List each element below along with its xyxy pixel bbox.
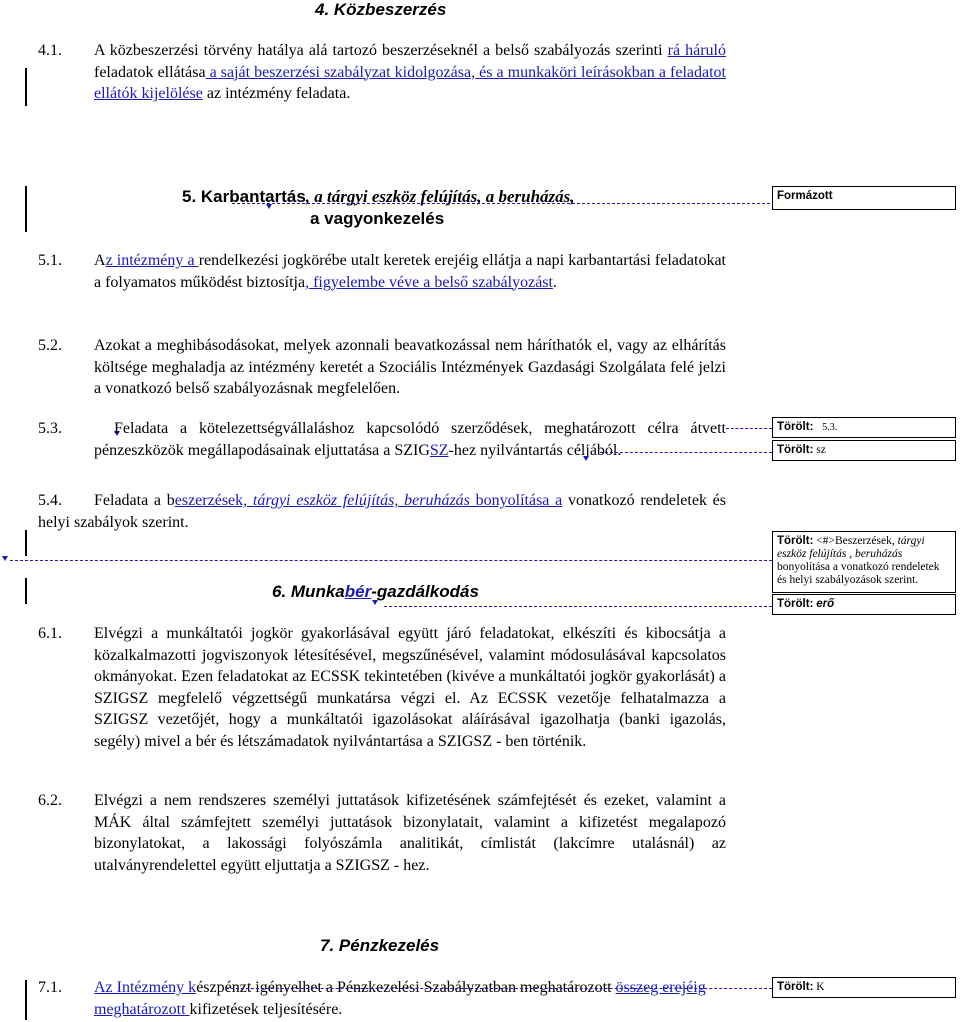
insertion-marker-icon <box>372 600 378 605</box>
inserted-text: bonyolítása a <box>469 492 563 509</box>
heading-6-part: -gazdálkodás <box>371 582 479 601</box>
text: vonatkozó rendeletek és helyi szabályok szerint. <box>38 492 727 531</box>
paragraph-7-1 <box>94 977 726 1020</box>
change-bar <box>25 186 27 232</box>
inserted-text: figyelembe véve a belső szabályozást <box>309 273 553 291</box>
section-number: 6.1. <box>38 625 62 642</box>
text: Feladata a kötelezettségvállaláshoz kapcsolódó szerződések, meghatározott célra átvett pénzeszközök megállapodásainak eljuttatása a SZIG <box>94 420 726 459</box>
heading-5 <box>182 187 575 207</box>
comment-value: 5.3. <box>822 422 838 433</box>
comment-deleted-3[interactable] <box>772 531 956 593</box>
comment-formatted[interactable] <box>772 186 956 210</box>
inserted-text: összeg erejéig meghatározott <box>94 979 706 1018</box>
paragraph-5-2: Azokat a meghibásodásokat, melyek azonnali beavatkozással nem háríthatók el, vagy az elhárítás költsége meghaladja az intézmény keretét a Szociális Intézmények Gazdasági Szolgálata felé jelzi a vonatkozó belső szabályozásnak megfelelően. <box>94 337 726 397</box>
inserted-text: SZ <box>429 441 449 459</box>
text: észpénzt igényelhet a Pénzkezelési Szabályzatban meghatározott <box>196 979 616 996</box>
comment-connector <box>226 988 772 989</box>
inserted-text: a saját beszerzési szabályzat kidolgozása, és a munkaköri leírásokban a feladatot ellátók kijelölése <box>94 63 726 102</box>
section-number: 5.1. <box>38 252 62 269</box>
inserted-text: z intézmény a <box>105 252 199 269</box>
section-number: 5.2. <box>38 337 62 354</box>
text: feladatok ellátása <box>94 63 206 81</box>
change-bar <box>25 578 27 604</box>
heading-6-part: 6. Munka <box>272 582 345 601</box>
text: az intézmény feladata. <box>202 85 351 102</box>
insertion-marker-icon <box>266 204 272 209</box>
section-number: 4.1. <box>38 42 62 59</box>
insertion-marker-icon <box>2 556 8 561</box>
paragraph-5-4 <box>38 490 726 533</box>
comment-value: tárgyi eszköz felújítás <box>777 535 925 560</box>
comment-value: <#>Beszerzések, <box>816 535 898 547</box>
inserted-text: eszerzések, <box>174 492 253 509</box>
text: kifizetések teljesítésére. <box>189 1000 343 1018</box>
change-bar <box>25 68 27 106</box>
paragraph-5-1 <box>94 250 726 293</box>
comment-label: Formázott <box>777 190 833 202</box>
text: . <box>552 273 557 291</box>
paragraph-4-1 <box>94 40 726 105</box>
comment-value: bonyolítása a vonatkozó rendeletek és helyi szabályozások szerint. <box>777 561 940 586</box>
heading-6 <box>272 582 479 602</box>
inserted-text: , <box>305 273 310 291</box>
inserted-text: rá háruló <box>667 42 726 59</box>
comment-deleted-5[interactable] <box>772 977 956 998</box>
inserted-text: tárgyi eszköz felújítás, beruházás <box>252 492 470 509</box>
comment-label: Törölt: <box>777 444 814 456</box>
comment-connector <box>10 560 772 561</box>
section-number: 5.4. <box>38 492 62 509</box>
comment-deleted-2[interactable] <box>772 440 956 461</box>
heading-5-line2: a vagyonkezelés <box>310 209 445 228</box>
comment-deleted-1[interactable] <box>772 417 956 438</box>
heading-5-part: , a tárgyi eszköz felújítás, a beruházás, <box>305 187 575 206</box>
text: A <box>94 252 106 269</box>
change-bar <box>25 980 27 1020</box>
inserted-text: bér <box>344 582 372 601</box>
comment-label: Törölt: <box>777 598 814 610</box>
comment-value: K <box>816 981 825 993</box>
change-bar <box>25 530 27 556</box>
heading-5-part: 5. Karbantartás <box>182 187 306 206</box>
comment-connector <box>600 452 772 453</box>
paragraph-6-2: Elvégzi a nem rendszeres személyi juttatások kifizetésének számfejtését és ezeket, valamint a MÁK által számfejtett személyi juttatások bizonylatait, valamint a kifizetést megalapozó bizonylatokat, a lakossági folyószámla analitikát, címlistát (lakcímre utalásnál) az utalványrendelettel együtt eljuttatja a SZIGSZ - hez. <box>94 792 726 874</box>
comment-label: Törölt: <box>777 535 814 547</box>
paragraph-6-1: Elvégzi a munkáltatói jogkör gyakorlásával együtt járó feladatokat, elkészíti és kibocsátja a közalkalmazotti jogviszonyok létesítésével, megszűnésével, valamint módosulásával kapcsolatos okmányokat. Ezen feladatokat az ECSSK tekintetében (kivéve a munkáltatói jogkör gyakorlását) a SZIGSZ megfelelő végzettségű munkatársa végzi el. Az ECSSK vezetője felhatalmazza a SZIGSZ vezetőjét, hogy a munkáltatói igazolásokat aláírásával igazolhatja (banki igazolás, segély) mivel a bér és létszámadatok nyilvántartása a SZIGSZ - ben történik. <box>94 625 726 750</box>
text: Feladata a b <box>94 492 175 509</box>
section-number: 5.3. <box>38 420 62 437</box>
text: -hez nyilvántartás céljából. <box>448 441 622 459</box>
comment-value: , <box>846 548 855 560</box>
comment-value: erő <box>816 598 835 610</box>
section-number: 6.2. <box>38 792 62 809</box>
comment-value: beruházás <box>854 548 903 560</box>
heading-7: 7. Pénzkezelés <box>320 936 440 955</box>
comment-label: Törölt: <box>777 981 814 993</box>
comment-connector <box>384 606 772 607</box>
heading-4: 4. Közbeszerzés <box>315 0 447 19</box>
comment-connector <box>232 203 770 204</box>
section-number: 7.1. <box>38 979 62 996</box>
text: rendelkezési jogkörébe utalt keretek erejéig ellátja a napi karbantartási feladatokat a folyamatos működést biztosítja <box>94 252 726 291</box>
text: A közbeszerzési törvény hatálya alá tartozó beszerzéseknél a belső szabályozás szerinti <box>94 42 668 59</box>
comment-value: sz <box>816 444 826 456</box>
comment-deleted-4[interactable] <box>772 594 956 615</box>
comment-label: Törölt: <box>777 421 814 433</box>
comment-connector <box>726 428 772 429</box>
paragraph-5-3 <box>94 418 726 461</box>
insertion-marker-icon <box>583 456 589 461</box>
inserted-text: Az Intézmény k <box>94 979 197 996</box>
